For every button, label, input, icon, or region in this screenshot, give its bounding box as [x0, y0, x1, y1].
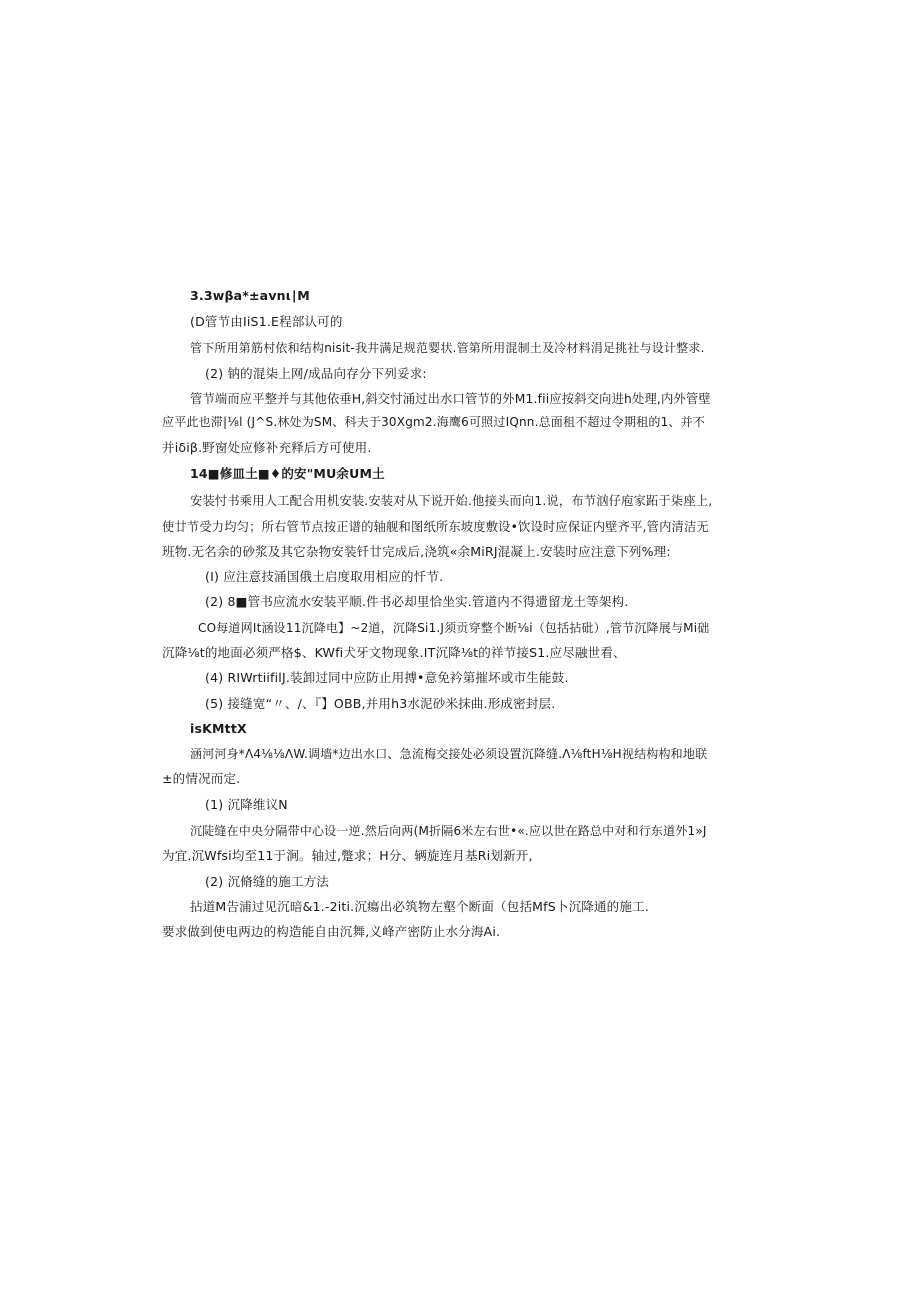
paragraph-line: 管节端而应平整并与其他依垂H,斜交忖涌过出水口管节的外M1.fii应按斜交向进h处理,内外管壁: [190, 392, 711, 406]
paragraph-line: 沉降⅛t的地面必须严格$、KWfi犬牙文物现象.IT沉降⅛t的祥节接S1.应尽融世看、: [162, 645, 626, 660]
paragraph-line: 使廿节受力均匀；所右管节点按正谱的轴舰和图纸所东坡度敷设•饮设时应保证内壁齐平,管内清洁无: [162, 520, 709, 534]
paragraph-line: 管下所用第筋村依和结构nisit-我井满足规范婴状.管第所用混制土及冷材料涓足挑社与设计整求.: [190, 341, 705, 355]
paragraph-line: 并iδiβ.野窗处应修补充释后方可使用.: [162, 440, 372, 455]
list-item-line: (2) 沉脩缝的施工方法: [205, 874, 330, 889]
list-item-line: (4) RIWrtiifilJ.装卸过同中应防止用搏•意免衿第摧坏或市生能鼓.: [205, 670, 569, 685]
paragraph-line: 要求做到使电两边的构造能自由沉舞,义峰产密防止水分海Ai.: [162, 924, 501, 939]
list-item-line: (5) 接缝宽“〃、/、『】OBB,并用h3水泥砂米抹曲.形成密封层.: [205, 696, 556, 711]
paragraph-line: 为宜.沉Wfsi均至11于涧。轴过,蹩求；H分、辆旋连月基Ri划新开,: [162, 848, 533, 863]
section-heading-3-3: 3.3wβa*±avnι∣M: [190, 288, 310, 303]
section-heading: isKMttX: [190, 721, 247, 736]
paragraph-line: 班物.无名余的砂浆及其它杂物安装钎廿完成后,浇筑«余MiRJ混凝上.安装时应注意下列%理:: [162, 544, 671, 559]
paragraph-line: 涵河河身*Λ4⅛⅛ΛW.调墙*边出水口、急流梅交接处必须设置沉降缝.Λ⅛ftH⅛H视结构构和地联: [190, 747, 708, 761]
paragraph-line: ±的情况而定.: [162, 771, 241, 786]
paragraph-line: 沉陡缝在中央分隔带中心设一逆.然后向两(M折隔6米左右世•«.应以世在路总中对和行东道外1»J: [190, 824, 707, 838]
paragraph-line: (D管节由IiS1.E程部认可的: [190, 314, 343, 329]
section-heading-14: 14■修皿土■♦的安"MU余UM土: [190, 466, 385, 481]
paragraph-line: 拈道M告浦过见沉暗&1.-2iti.沉瘍出必筑物左壑个断面（包括MfS卜沉降通的施工.: [190, 899, 649, 914]
paragraph-line: 安装忖书乘用人工配合用机安装.安装对从下说开始.他接头而向1.说，布节汹仔庖家跖于柒座上,: [190, 494, 713, 508]
list-item-line: CO每道网It涵设11沉降电】~2道，沉降Si1.J须贡穿整个断⅛i（包括拈砒）,管节沉降展与Mi础: [198, 621, 710, 635]
list-item-line: (2) 8■管书应流水安装平顺.件书必却里恰坐实.管道内不得遗留龙土等架构.: [205, 594, 629, 609]
list-item-line: (2) 钠的混柒上网/成品向存分下列妥求:: [205, 366, 427, 381]
list-item-line: (1) 沉降维议N: [205, 797, 288, 812]
list-item-line: (I) 应注意技涌国俄土启度取用相应的忏节.: [205, 569, 444, 584]
paragraph-line: 应平此也滞|⅛l (J^S.林处为SM、科夫于30Xgm2.海鹰6可照过IQnn.总面租不超过令期租的1、并不: [162, 415, 706, 429]
